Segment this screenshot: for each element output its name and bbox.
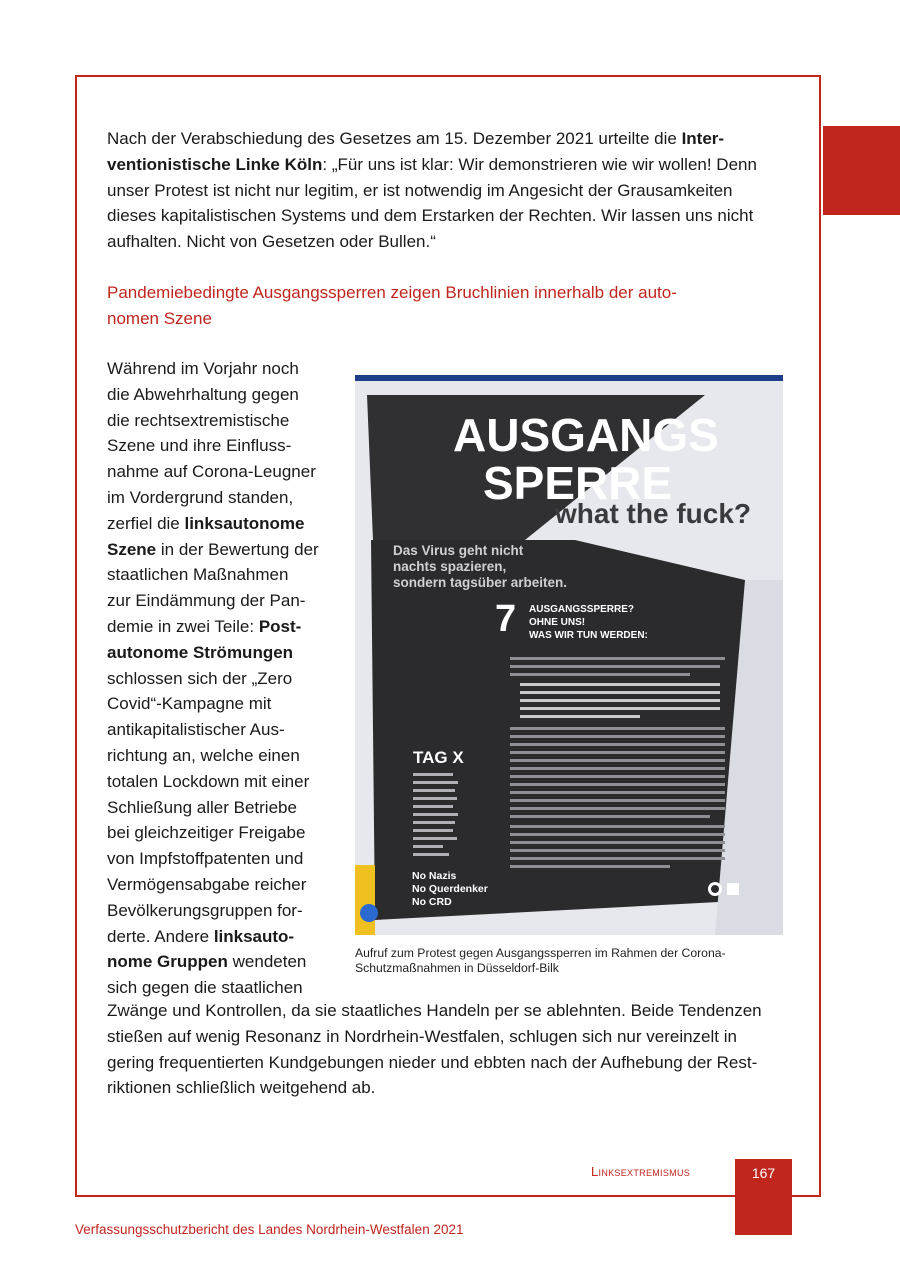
column-line: Vermögensabgabe reicher [107,874,307,894]
poster-subtitle: nachts spazieren, [393,559,507,574]
column-line: richtung an, welche einen [107,745,300,765]
column-line: schlossen sich der „Zero [107,668,293,688]
column-line: staatlichen Maßnahmen [107,565,289,585]
column-line: die rechtsextremistische [107,410,290,430]
intro-line: dieses kapitalistischen Systems und dem Erstarken der Rechten. Wir lassen uns nicht [107,206,754,226]
report-title-footer: Verfassungsschutzbericht des Landes Nordrhein-Westfalen 2021 [75,1222,464,1237]
column-line: von Impfstoffpatenten und [107,849,304,869]
column-line: demie in zwei Teile: [107,616,259,636]
poster-slogan: No Nazis [412,870,457,882]
caption-line: Schutzmaßnahmen in Düsseldorf-Bilk [355,961,559,975]
side-chapter-tab [823,126,900,215]
intro-paragraph [107,126,797,255]
intro-line: : „Für uns ist klar: Wir demonstrieren wie wir wollen! Denn [322,154,757,174]
closing-line: gering frequentierten Kundgebungen nieder und ebbten nach der Aufhebung der Rest- [107,1052,758,1072]
running-footer-section: Linksextremismus [591,1164,691,1179]
poster-question: AUSGANGSSPERRE? [529,604,635,615]
closing-line: stießen auf wenig Resonanz in Nordrhein-Westfalen, schlugen sich nur vereinzelt in [107,1026,737,1046]
term-bold: linksautonome [184,513,305,533]
poster-subtitle: Das Virus geht nicht [393,543,524,558]
term-bold: nome Gruppen [107,952,228,972]
column-line: Covid“-Kampagne mit [107,694,272,714]
protest-poster-photo [355,375,783,935]
poster-question: WAS WIR TUN WERDEN: [529,630,648,641]
closing-line: Zwänge und Kontrollen, da sie staatliches Handeln per se ablehnten. Beide Tendenzen [107,1001,762,1020]
group-name-bold: Inter- [681,129,725,148]
term-bold: Szene [107,539,157,559]
page-number: 167 [751,1165,776,1181]
column-line: Während im Vorjahr noch [107,359,299,378]
column-line: sich gegen die staatlichen [107,978,303,998]
intro-line: aufhalten. Nicht von Gesetzen oder Bullen.“ [107,232,436,252]
heading-line: nomen Szene [107,309,212,328]
column-line: wendeten [227,952,307,972]
column-line: nahme auf Corona-Leugner [107,462,316,482]
column-line: antikapitalistischer Aus- [107,720,285,740]
poster-slogan: No Querdenker [412,883,488,895]
poster-number: 7 [495,598,517,640]
column-line: Schließung aller Betriebe [107,797,297,817]
term-bold: autonome Strömungen [107,642,294,662]
intro-line: Nach der Verabschiedung des Gesetzes am 15. Dezember 2021 urteilte die [107,129,682,148]
group-name-bold: ventionistische Linke Köln [107,154,323,174]
image-caption [355,946,785,976]
column-line: die Abwehrhaltung gegen [107,384,299,404]
column-line: zur Eindämmung der Pan- [107,591,306,611]
poster-subtitle: sondern tagsüber arbeiten. [393,575,568,590]
column-line: totalen Lockdown mit einer [107,771,310,791]
column-line: zerfiel die [107,513,185,533]
column-line: derte. Andere [107,926,214,946]
section-heading [107,280,797,332]
poster-slogan: No CRD [412,896,452,908]
intro-line: unser Protest ist nicht nur legitim, er ist notwendig im Angesicht der Grausamkeiten [107,180,733,200]
column-line: bei gleichzeitiger Freigabe [107,823,306,843]
poster-tagx: TAG X [413,748,464,767]
poster-title-suffix: what the fuck? [555,498,752,529]
column-line: in der Bewertung der [156,539,319,559]
column-line: Szene und ihre Einfluss- [107,436,292,456]
closing-paragraph [107,998,807,1101]
column-paragraph [107,356,337,1001]
poster-title-line1: AUSGANGS [453,409,719,461]
column-line: Bevölkerungsgruppen for- [107,900,303,920]
closing-line: riktionen schließlich weitgehend ab. [107,1078,376,1098]
heading-line: Pandemiebedingte Ausgangssperren zeigen Bruchlinien innerhalb der auto- [107,283,677,302]
poster-question: OHNE UNS! [529,617,586,628]
caption-line: Aufruf zum Protest gegen Ausgangssperren im Rahmen der Corona- [355,946,726,960]
term-bold: linksauto- [213,926,295,946]
page-number-box [735,1159,792,1235]
column-line: im Vordergrund standen, [107,487,294,507]
term-bold: Post- [258,616,302,636]
group-logo-icon [727,883,739,895]
poster-title-line2: SPERRE [483,457,673,509]
